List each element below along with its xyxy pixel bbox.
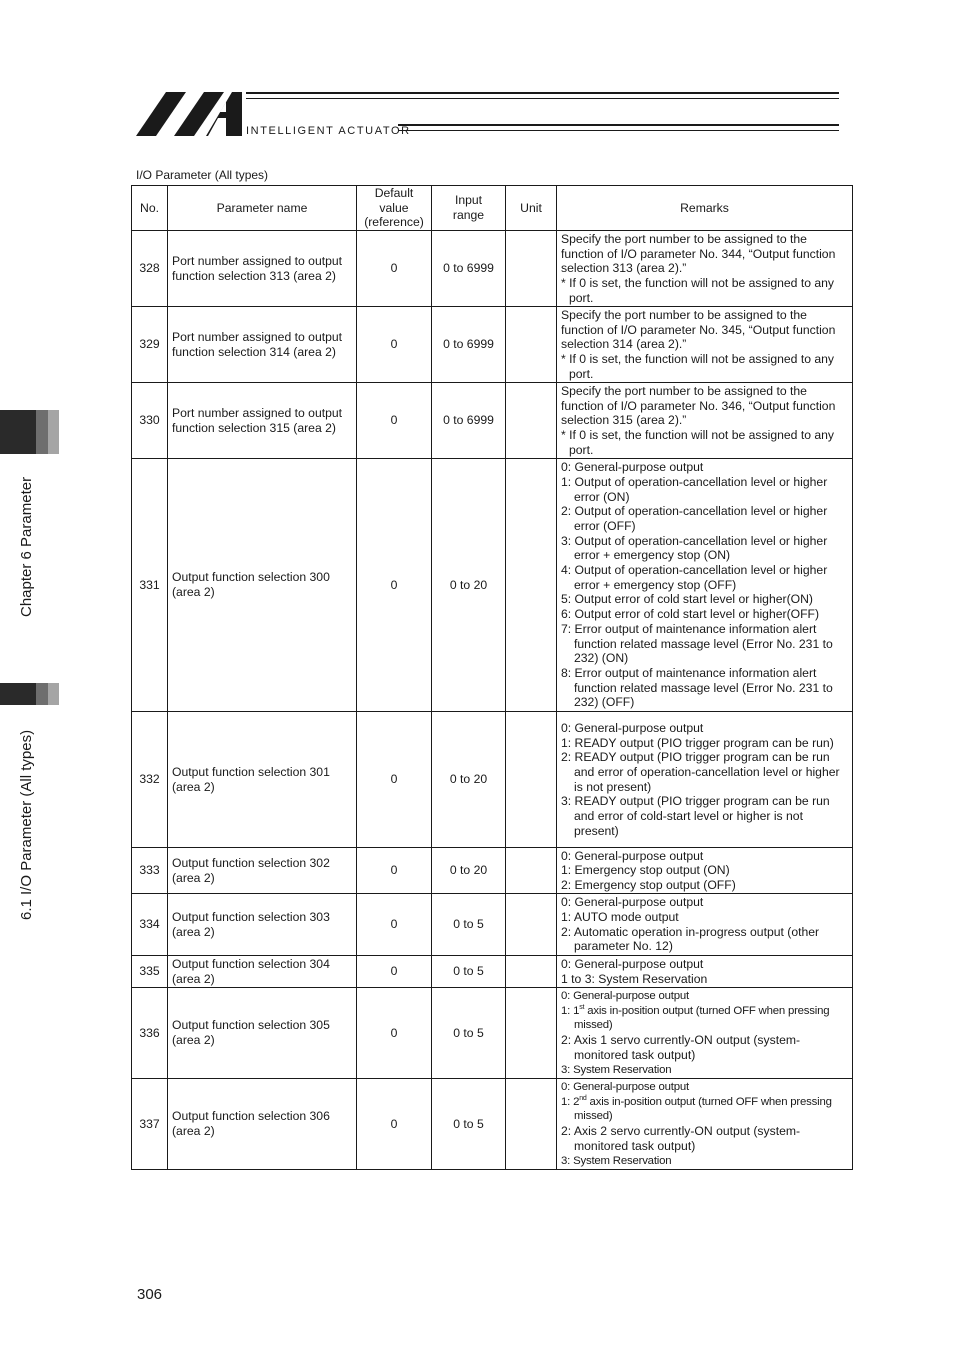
col-header-no: No. — [132, 186, 168, 231]
param-name: Output function selection 300 (area 2) — [168, 459, 357, 712]
table-row — [132, 956, 853, 988]
param-unit — [506, 459, 557, 712]
remark-line: Specify the port number to be assigned to the function of I/O parameter No. 346, “Output function selection 315 (area 2).” — [561, 383, 836, 428]
param-default: 0 — [357, 459, 432, 712]
param-no: 334 — [132, 894, 168, 956]
remark-line: 7: Error output of maintenance information alert function related massage level (Error No. 231 to 232) (ON) — [561, 621, 833, 666]
chapter-tab-marker-mid — [36, 410, 48, 454]
remark-line: 3: READY output (PIO trigger program can be run and error of cold-start level or higher is not present) — [561, 794, 830, 838]
ordinal-suffix: nd — [579, 1094, 587, 1102]
brand-name: INTELLIGENT ACTUATOR — [246, 125, 411, 137]
remark-line: 8: Error output of maintenance information alert function related massage level (Error No. 231 to 232) (OFF) — [561, 665, 833, 710]
param-input-range: 0 to 5 — [432, 894, 506, 956]
param-default: 0 — [357, 231, 432, 307]
remark-line: 0: General-purpose output — [561, 848, 704, 863]
param-name: Port number assigned to output function selection 314 (area 2) — [168, 307, 357, 383]
col-header-remarks: Remarks — [557, 186, 853, 231]
col-header-input: Input range — [432, 186, 506, 231]
param-unit — [506, 956, 557, 988]
remark-line: * If 0 is set, the function will not be assigned to any port. — [561, 351, 835, 381]
param-default: 0 — [357, 988, 432, 1079]
param-name: Output function selection 304 (area 2) — [168, 956, 357, 988]
remark-line: 1: AUTO mode output — [561, 909, 679, 924]
remark-line: 1: Output of operation-cancellation level or higher error (ON) — [561, 474, 828, 504]
param-unit — [506, 1079, 557, 1170]
remark-line: 0: General-purpose output — [561, 895, 704, 910]
remark-line: 1: READY output (PIO trigger program can be run) — [561, 735, 834, 750]
table-row — [132, 894, 853, 956]
param-unit — [506, 712, 557, 848]
param-unit — [506, 307, 557, 383]
param-remarks — [557, 848, 853, 894]
remark-line: * If 0 is set, the function will not be assigned to any port. — [561, 427, 835, 457]
param-name: Output function selection 302 (area 2) — [168, 848, 357, 894]
remark-line — [561, 1095, 848, 1124]
param-input-range: 0 to 6999 — [432, 307, 506, 383]
remark-line: 0: General-purpose output — [561, 460, 704, 475]
param-name: Output function selection 303 (area 2) — [168, 894, 357, 956]
remark-line: Specify the port number to be assigned to the function of I/O parameter No. 345, “Output function selection 314 (area 2).” — [561, 307, 836, 352]
remark-line: 0: General-purpose output — [561, 720, 704, 735]
param-default: 0 — [357, 1079, 432, 1170]
page-number: 306 — [137, 1286, 163, 1303]
param-default: 0 — [357, 848, 432, 894]
remark-line: 3: System Reservation — [561, 1154, 672, 1167]
param-input-range: 0 to 5 — [432, 956, 506, 988]
remark-line: 6: Output error of cold start level or higher(OFF) — [561, 607, 820, 622]
param-name: Output function selection 301 (area 2) — [168, 712, 357, 848]
col-header-name: Parameter name — [168, 186, 357, 231]
param-no: 336 — [132, 988, 168, 1079]
param-default: 0 — [357, 383, 432, 459]
param-name: Port number assigned to output function selection 315 (area 2) — [168, 383, 357, 459]
remark-line: 1: Emergency stop output (ON) — [561, 863, 730, 878]
header-rule-bottom — [398, 124, 839, 131]
param-no: 337 — [132, 1079, 168, 1170]
param-no: 333 — [132, 848, 168, 894]
remark-line: Specify the port number to be assigned to the function of I/O parameter No. 344, “Output function selection 313 (area 2).” — [561, 231, 836, 276]
param-remarks — [557, 307, 853, 383]
remark-line: 4: Output of operation-cancellation level or higher error + emergency stop (OFF) — [561, 563, 828, 592]
param-input-range: 0 to 5 — [432, 988, 506, 1079]
param-remarks — [557, 712, 853, 848]
table-row — [132, 848, 853, 894]
remark-line: 3: System Reservation — [561, 1063, 672, 1076]
remark-line: 2: Axis 2 servo currently-ON output (system-monitored task output) — [561, 1124, 801, 1153]
param-remarks — [557, 231, 853, 307]
remark-line — [561, 1004, 848, 1033]
param-remarks — [557, 1079, 853, 1170]
remark-line: 2: Automatic operation in-progress output (other parameter No. 12) — [561, 924, 820, 954]
param-remarks — [557, 988, 853, 1079]
section-tab-marker-mid — [36, 683, 48, 705]
remark-line: 1 to 3: System Reservation — [561, 971, 708, 986]
param-unit — [506, 894, 557, 956]
param-unit — [506, 988, 557, 1079]
remark-line: 0: General-purpose output — [561, 956, 704, 971]
param-no: 335 — [132, 956, 168, 988]
param-input-range: 0 to 5 — [432, 1079, 506, 1170]
remark-line: 2: Output of operation-cancellation level or higher error (OFF) — [561, 504, 828, 533]
table-row — [132, 1079, 853, 1170]
param-remarks — [557, 894, 853, 956]
col-header-default: Default value (reference) — [357, 186, 432, 231]
table-row — [132, 988, 853, 1079]
table-row — [132, 712, 853, 848]
param-remarks — [557, 459, 853, 712]
param-remarks — [557, 383, 853, 459]
param-no: 332 — [132, 712, 168, 848]
param-unit — [506, 848, 557, 894]
param-unit — [506, 231, 557, 307]
param-default: 0 — [357, 712, 432, 848]
chapter-tab-marker — [0, 410, 36, 454]
param-input-range: 0 to 6999 — [432, 231, 506, 307]
param-unit — [506, 383, 557, 459]
param-input-range: 0 to 20 — [432, 848, 506, 894]
section-tab-marker — [0, 683, 36, 705]
param-input-range: 0 to 20 — [432, 712, 506, 848]
table-caption: I/O Parameter (All types) — [136, 168, 269, 182]
remark-line: 0: General-purpose output — [561, 1081, 689, 1093]
remark-fragment: axis in-position output (turned OFF when pressing missed) — [574, 1095, 832, 1123]
param-input-range: 0 to 20 — [432, 459, 506, 712]
param-no: 331 — [132, 459, 168, 712]
section-tab-marker-light — [48, 683, 59, 705]
param-input-range: 0 to 6999 — [432, 383, 506, 459]
chapter-side-title: Chapter 6 Parameter — [18, 476, 35, 617]
table-row — [132, 459, 853, 712]
param-default: 0 — [357, 307, 432, 383]
remark-line: 2: Emergency stop output (OFF) — [561, 877, 736, 892]
table-header-row — [132, 186, 853, 231]
remark-line: 2: Axis 1 servo currently-ON output (system-monitored task output) — [561, 1033, 801, 1062]
param-default: 0 — [357, 956, 432, 988]
param-remarks — [557, 956, 853, 988]
ordinal-suffix: st — [579, 1003, 585, 1011]
remark-fragment: 1: 1 — [561, 1004, 580, 1017]
param-name: Port number assigned to output function selection 313 (area 2) — [168, 231, 357, 307]
remark-fragment: 1: 2 — [561, 1095, 580, 1108]
param-no: 328 — [132, 231, 168, 307]
param-no: 330 — [132, 383, 168, 459]
section-side-title: 6.1 I/O Parameter (All types) — [18, 729, 35, 920]
param-name: Output function selection 306 (area 2) — [168, 1079, 357, 1170]
param-default: 0 — [357, 894, 432, 956]
param-name: Output function selection 305 (area 2) — [168, 988, 357, 1079]
chapter-tab-marker-light — [48, 410, 59, 454]
remark-line: * If 0 is set, the function will not be assigned to any port. — [561, 275, 835, 305]
header-rule-top — [246, 92, 839, 99]
ia-logo — [136, 90, 246, 138]
io-parameter-table — [131, 185, 853, 1170]
remark-fragment: axis in-position output (turned OFF when pressing missed) — [574, 1004, 830, 1032]
remark-line: 2: READY output (PIO trigger program can be run and error of operation-cancellation level or higher is not present) — [561, 750, 840, 794]
table-row — [132, 307, 853, 383]
table-row — [132, 231, 853, 307]
table-row — [132, 383, 853, 459]
remark-line: 0: General-purpose output — [561, 990, 689, 1002]
col-header-unit: Unit — [506, 186, 557, 231]
remark-line: 3: Output of operation-cancellation level or higher error + emergency stop (ON) — [561, 533, 828, 563]
param-no: 329 — [132, 307, 168, 383]
remark-line: 5: Output error of cold start level or higher(ON) — [561, 592, 813, 607]
